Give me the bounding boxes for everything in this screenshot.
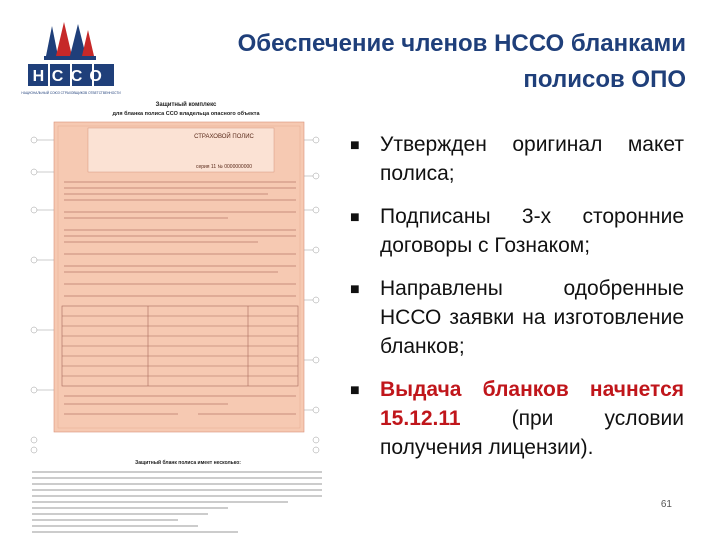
bullet-text: Утвержден оригинал макет полиса;: [380, 133, 684, 185]
nsso-logo: [14, 12, 126, 98]
bullet-marker-icon: ■: [350, 209, 360, 226]
bullet-item: [346, 130, 684, 188]
logo-subtitle: НАЦИОНАЛЬНЫЙ СОЮЗ СТРАХОВЩИКОВ ОТВЕТСТВЕННОСТИ: [21, 91, 121, 95]
bullet-marker-icon: ■: [350, 281, 360, 298]
svg-text:Защитный комплекс: Защитный комплекс: [155, 102, 217, 108]
svg-text:для бланка полиса ССО владельц: для бланка полиса ССО владельца опасного объекта: [112, 111, 260, 117]
title-line-2: полисов ОПО: [523, 66, 686, 93]
bullet-item: [346, 202, 684, 260]
title-line-1: Обеспечение членов НССО бланками: [237, 30, 686, 57]
page-title: [166, 26, 686, 98]
bullet-item-highlight: [346, 375, 684, 462]
bullet-marker-icon: ■: [350, 382, 360, 399]
bullet-item: [346, 274, 684, 361]
svg-text:Защитный бланк полиса имеет не: Защитный бланк полиса имеет несколько:: [135, 460, 241, 466]
bullet-marker-icon: ■: [350, 137, 360, 154]
bullet-highlight-text: Выдача бланков начнется 15.12.11: [380, 378, 684, 430]
bullet-text: Подписаны 3-х сторонние договоры с Гознаком;: [380, 205, 684, 257]
bullet-list: [346, 130, 684, 476]
svg-text:серия 11 № 0000000000: серия 11 № 0000000000: [195, 164, 253, 170]
bullet-text: Направлены одобренные НССО заявки на изготовление бланков;: [380, 277, 684, 358]
bullet-rest-text: (при условии получения лицензии).: [380, 407, 684, 459]
logo-text: НССО: [32, 68, 110, 85]
page-number: 61: [660, 499, 672, 510]
svg-text:СТРАХОВОЙ ПОЛИС: СТРАХОВОЙ ПОЛИС: [194, 134, 254, 140]
policy-form-image: [28, 100, 326, 536]
